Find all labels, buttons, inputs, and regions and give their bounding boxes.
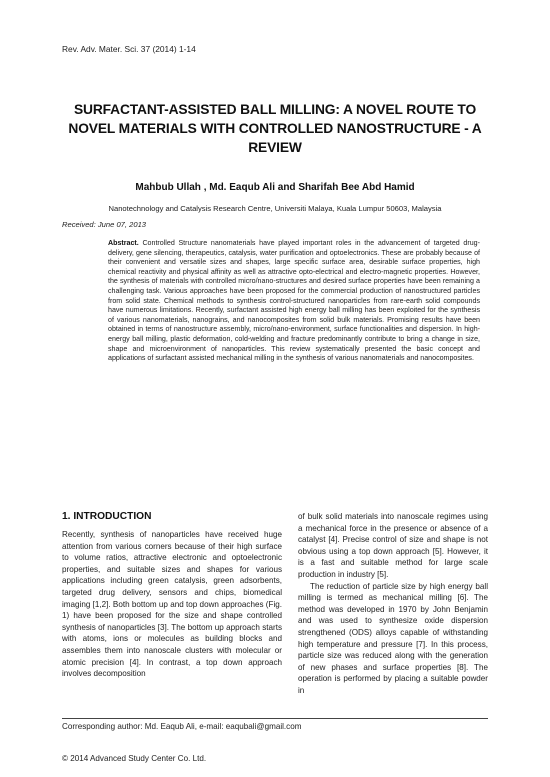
article-title: SURFACTANT-ASSISTED BALL MILLING: A NOVEL ROUTE TO NOVEL MATERIALS WITH CONTROLLED NANOSTRUCTURE - A REVIEW <box>68 102 482 155</box>
footnote-divider <box>62 718 488 719</box>
intro-left-column: Recently, synthesis of nanoparticles have received huge attention from various corners because of their high surface to volume ratios, attractive electronic and optoelectronic properties, and suitable sizes and shapes for various applications including green catalysis, green adsorbents, targeted drug delivery, sensors and chips, biomedical imaging [1,2]. Both bottom up and top down approaches (Fig. 1) have been proposed for the size and shape controlled synthesis of nanoparticles [3]. The bottom up approach starts with atoms, ions or molecules as building blocks and assembles them into nanoscale clusters with molecular or atomic precision [4]. In contrast, a top down approach involves decomposition <box>62 530 282 679</box>
abstract-label: Abstract. <box>108 239 139 247</box>
abstract-text: Controlled Structure nanomaterials have played important roles in the advancement of targeted drug-delivery, gene silencing, therapeutics, catalysis, water purification and optoelectronics. These are probably because of their convenient and versatile sizes and shapes, large specific surface area, desirable surface properties, high chemical reactivity and physical affinity as well as attractive opto-electrical and electro-magnetic properties. However, the synthesis of materials with controlled micro/nano-structures and desired surface properties have been remaining a challenging task. Various approaches have been proposed for the commercial production of nanostructured particles from solid state. Chemical methods to synthesis control-structured nanoparticles from rare-earth solid compounds have numerous limitations. Recently, surfactant assisted high energy ball milling has been exploited for the synthesis of various nanomaterials, nanograins, and nanocomposites from solid bulk materials. Promising results have been obtained in terms of nanostructure assembly, micro/nano-environment, surface functionalities and dispersion. In high-energy ball milling, plastic deformation, cold-welding and fracture predominantly contribute to bring a change in size, shape and microenvironment of nanoparticles. This review systematically presented the basic concept and applications of surfactant assisted mechanical milling in the synthesis of various nanomaterials and nanocomposites. <box>108 239 480 363</box>
affiliation: Nanotechnology and Catalysis Research Centre, Universiti Malaya, Kuala Lumpur 50603, Malaysia <box>108 204 442 213</box>
intro-right-column <box>298 511 488 697</box>
section-heading-introduction: 1. INTRODUCTION <box>62 511 152 522</box>
journal-reference: Rev. Adv. Mater. Sci. 37 (2014) 1-14 <box>62 44 196 54</box>
copyright-notice: © 2014 Advanced Study Center Co. Ltd. <box>62 754 207 763</box>
abstract <box>108 239 480 364</box>
author-list: Mahbub Ullah , Md. Eaqub Ali and Sharifah Bee Abd Hamid <box>135 182 415 193</box>
received-date: Received: June 07, 2013 <box>62 220 147 229</box>
intro-right-paragraph-2: The reduction of particle size by high energy ball milling is termed as mechanical milling [6]. The method was developed in 1970 by John Benjamin and was used to synthesize oxide dispersion strengthened (ODS) alloys capable of withstanding high temperature and pressure [7]. In this process, particle size was reduced along with the generation of new phases and surface properties [8]. The operation is performed by placing a suitable powder in <box>298 581 488 695</box>
intro-right-paragraph-1: of bulk solid materials into nanoscale regimes using a mechanical force in the presence or absence of a catalyst [4]. Precise control of size and shape is not obvious using a top down approach [5]. However, it is a fast and suitable method for large scale production in industry [5]. <box>298 512 488 579</box>
corresponding-author: Corresponding author: Md. Eaqub Ali, e-mail: eaqubali@gmail.com <box>62 722 302 731</box>
